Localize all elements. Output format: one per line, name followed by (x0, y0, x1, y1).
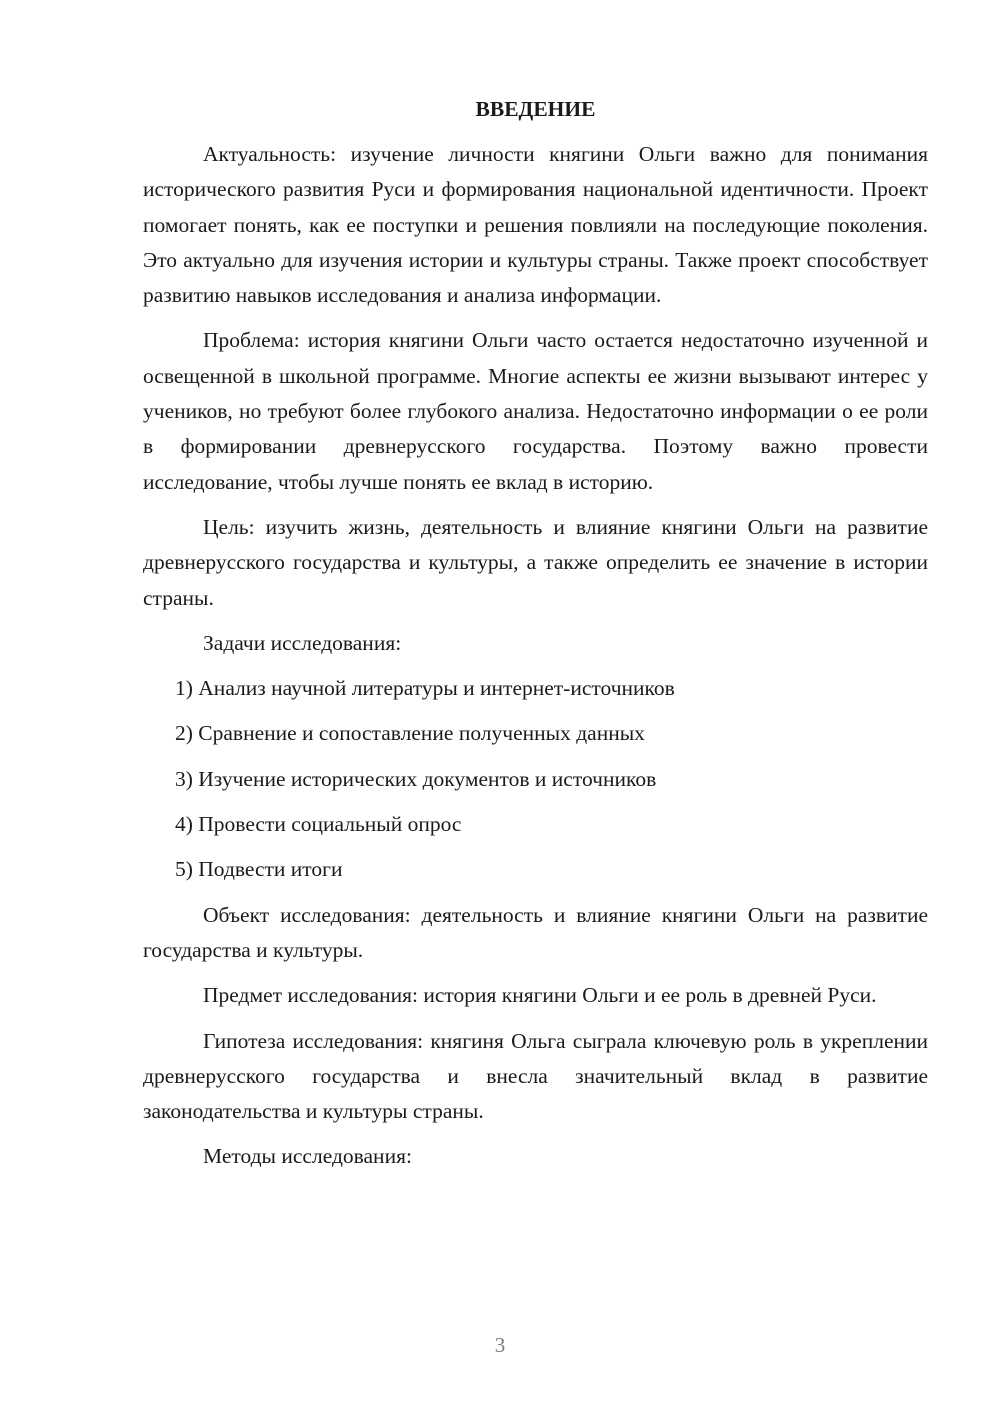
hypothesis-paragraph: Гипотеза исследования: княгиня Ольга сыграла ключевую роль в укреплении древнерусского государства и внесла значительный вклад в развитие законодательства и культуры страны. (143, 1028, 928, 1124)
page-number: 3 (494, 1333, 506, 1357)
list-item: 5) Подвести итоги (175, 857, 343, 882)
subject-paragraph: Предмет исследования: история княгини Ольги и ее роль в древней Руси. (203, 983, 877, 1008)
page-title: ВВЕДЕНИЕ (475, 97, 596, 121)
list-item: 2) Сравнение и сопоставление полученных данных (175, 721, 645, 746)
tasks-list (143, 671, 928, 887)
methods-heading: Методы исследования: (203, 1144, 412, 1169)
document-page (143, 92, 928, 1185)
list-item: 3) Изучение исторических документов и источников (175, 766, 657, 791)
relevance-paragraph: Актуальность: изучение личности княгини Ольги важно для понимания исторического развития Руси и формирования национальной идентичности. Проект помогает понять, как ее поступки и решения повлияли на последующие поколения. Это актуально для изучения истории и культуры страны. Также проект способствует развитию навыков исследования и анализа информации. (143, 142, 928, 308)
problem-paragraph: Проблема: история княгини Ольги часто остается недостаточно изученной и освещенной в школьной программе. Многие аспекты ее жизни вызывают интерес у учеников, но требуют более глубокого анализа. Недостаточно информации о ее роли в формировании древнерусского государства. Поэтому важно провести исследование, чтобы лучше понять ее вклад в историю. (143, 328, 928, 494)
goal-paragraph: Цель: изучить жизнь, деятельность и влияние княгини Ольги на развитие древнерусского государства и культуры, а также определить ее значение в истории страны. (143, 514, 928, 610)
object-paragraph: Объект исследования: деятельность и влияние княгини Ольги на развитие государства и культуры. (143, 902, 928, 962)
list-item: 4) Провести социальный опрос (175, 812, 462, 837)
list-item: 1) Анализ научной литературы и интернет-источников (175, 676, 675, 701)
tasks-heading: Задачи исследования: (203, 630, 402, 655)
